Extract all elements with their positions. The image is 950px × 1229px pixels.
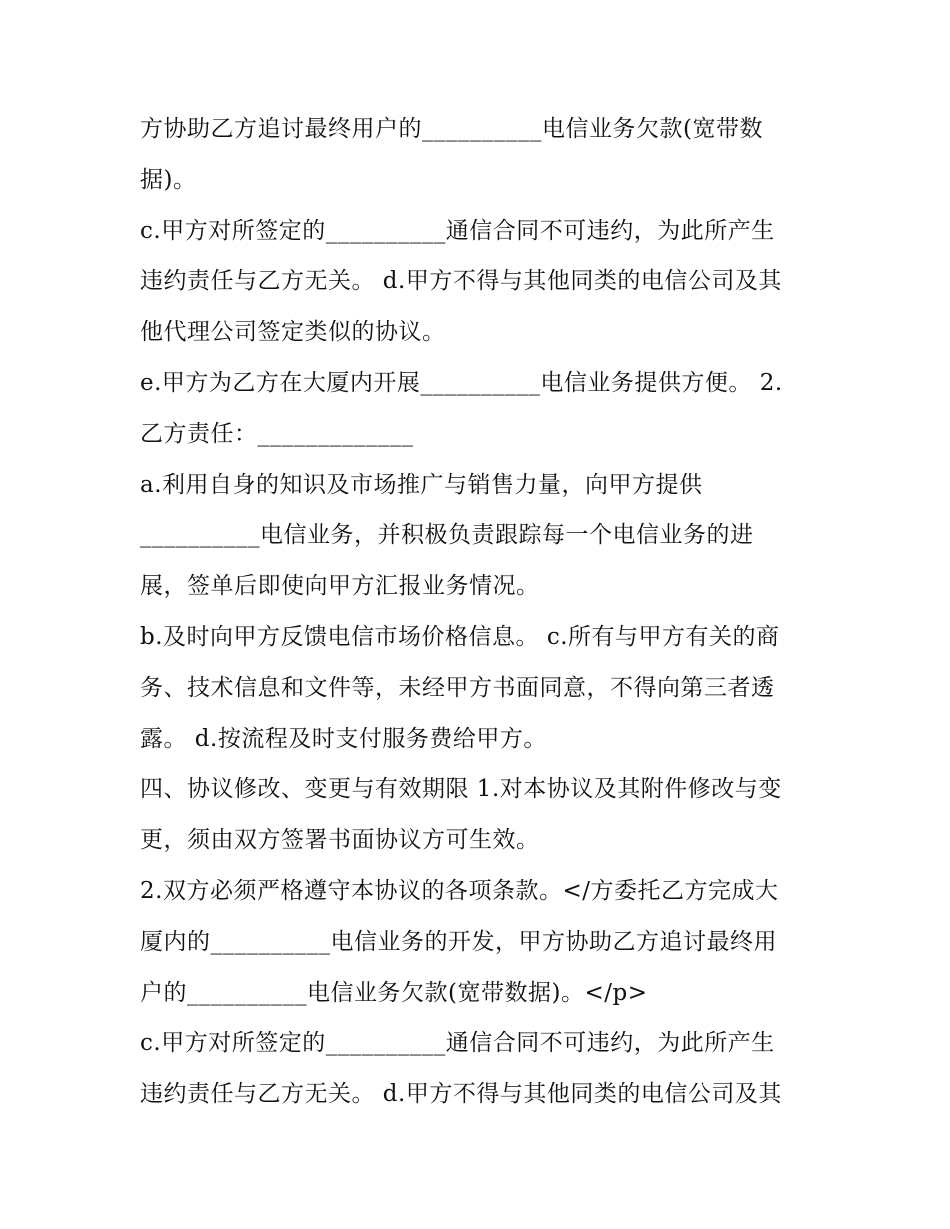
text-line-4: 违约责任与乙方无关。 d.甲方不得与其他同类的电信公司及其 [140, 268, 782, 295]
text-line-18: 户的__________电信业务欠款(宽带数据)。</p> [140, 979, 648, 1006]
text-line-12: 务、技术信息和文件等，未经甲方书面同意，不得向第三者透 [140, 674, 775, 701]
text-line-20: 违约责任与乙方无关。 d.甲方不得与其他同类的电信公司及其 [140, 1081, 782, 1108]
text-line-16: 2.双方必须严格遵守本协议的各项条款。</方委托乙方完成大 [140, 877, 779, 904]
text-line-5: 他代理公司签定类似的协议。 [140, 319, 446, 346]
text-line-17: 厦内的__________电信业务的开发，甲方协助乙方追讨最终用 [140, 928, 777, 955]
text-line-3: c.甲方对所签定的__________通信合同不可违约，为此所产生 [140, 217, 775, 244]
text-line-10: 展，签单后即使向甲方汇报业务情况。 [140, 573, 540, 600]
text-line-13: 露。 d.按流程及时支付服务费给甲方。 [140, 725, 547, 752]
text-line-15: 更，须由双方签署书面协议方可生效。 [140, 827, 540, 854]
text-line-11: b.及时向甲方反馈电信市场价格信息。 c.所有与甲方有关的商 [140, 623, 780, 650]
text-line-6: e.甲方为乙方在大厦内开展__________电信业务提供方便。 2. [140, 369, 783, 396]
text-line-7: 乙方责任：_____________ [140, 420, 414, 447]
text-line-8: a.利用自身的知识及市场推广与销售力量，向甲方提供 [140, 471, 703, 498]
text-line-2: 据)。 [140, 166, 197, 193]
text-line-19: c.甲方对所签定的__________通信合同不可违约，为此所产生 [140, 1030, 775, 1057]
text-line-14: 四、协议修改、变更与有效期限 1.对本协议及其附件修改与变 [140, 776, 782, 803]
text-line-1: 方协助乙方追讨最终用户的__________电信业务欠款(宽带数 [140, 116, 763, 142]
text-line-9: __________电信业务，并积极负责跟踪每一个电信业务的进 [140, 522, 754, 549]
document-body [140, 104, 830, 1120]
